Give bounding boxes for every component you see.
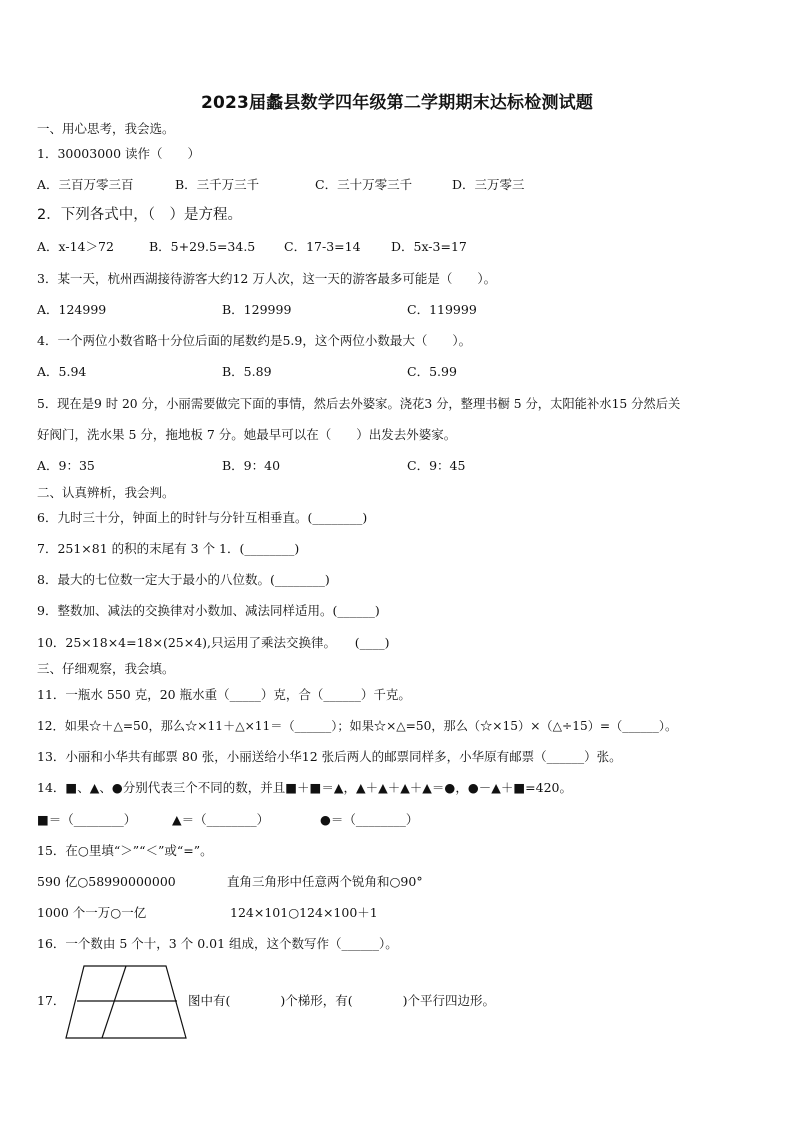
section-heading-1: 一、用心思考，我会选。 <box>37 121 175 136</box>
option-c: C．17-3=14 <box>284 239 361 254</box>
outer-trapezoid <box>66 966 186 1038</box>
question-11: 11．一瓶水 550 克，20 瓶水重（_____）克，合（______）千克。 <box>37 687 411 702</box>
option-b: B．5+29.5=34.5 <box>149 239 256 254</box>
question-4: 4．一个两位小数省略十分位后面的尾数约是5.9，这个两位小数最大（ ）。 <box>37 333 472 348</box>
question-16: 16．一个数由 5 个十，3 个 0.01 组成，这个数写作（______）。 <box>37 936 398 951</box>
question-12: 12．如果☆＋△=50，那么☆×11＋△×11＝（______）；如果☆×△=50，那么（☆×15）×（△÷15）=（______）。 <box>37 719 678 733</box>
compare-item: 590 亿○58990000000 <box>37 874 176 889</box>
question-13: 13．小丽和小华共有邮票 80 张，小丽送给小华12 张后两人的邮票同样多，小华原有邮票（______）张。 <box>37 749 622 764</box>
option-a: A．三百万零三百 <box>37 177 134 192</box>
circle-answer: ●＝（________） <box>320 812 419 827</box>
compare-item: 124×101○124×100＋1 <box>230 905 378 920</box>
question-2: 2．下列各式中，（ ）是方程。 <box>37 207 242 223</box>
question-14: 14．■、▲、●分别代表三个不同的数，并且■＋■＝▲，▲＋▲＋▲＋▲＝●，●－▲＋■=420。 <box>37 780 572 795</box>
option-b: B．5.89 <box>222 364 272 379</box>
option-c: C．三十万零三千 <box>315 177 413 192</box>
question-3: 3．某一天，杭州西湖接待游客大约12 万人次，这一天的游客最多可能是（ ）。 <box>37 271 497 286</box>
page-title: 2023届蠡县数学四年级第二学期期末达标检测试题 <box>200 93 594 113</box>
option-b: B．9：40 <box>222 458 281 473</box>
section-heading-3: 三、仔细观察，我会填。 <box>37 661 175 676</box>
compare-item: 直角三角形中任意两个锐角和○90° <box>227 874 423 889</box>
option-c: C．9：45 <box>407 458 466 473</box>
question-7: 7．251×81 的积的末尾有 3 个 1．(________) <box>37 541 300 556</box>
triangle-answer: ▲＝（________） <box>172 812 270 827</box>
question-5-line-2: 好阀门，洗水果 5 分，拖地板 7 分。她最早可以在（ ）出发去外婆家。 <box>37 427 457 442</box>
question-9: 9．整数加、减法的交换律对小数加、减法同样适用。(______) <box>37 603 380 618</box>
option-a: A．5.94 <box>37 364 87 379</box>
question-17-number: 17． <box>37 993 66 1008</box>
diagonal-line <box>102 966 126 1038</box>
compare-item: 1000 个一万○一亿 <box>37 905 147 920</box>
option-a: A．124999 <box>37 302 107 317</box>
question-15: 15．在○里填“＞”“＜”或“=”。 <box>37 843 213 858</box>
question-8: 8．最大的七位数一定大于最小的八位数。(________) <box>37 572 330 587</box>
section-heading-2: 二、认真辨析，我会判。 <box>37 485 175 500</box>
option-b: B．129999 <box>222 302 292 317</box>
question-10: 10．25×18×4=18×(25×4),只运用了乘法交换律。 (____) <box>37 635 390 650</box>
option-c: C．119999 <box>407 302 477 317</box>
option-c: C．5.99 <box>407 364 457 379</box>
trapezoid-figure <box>64 964 188 1040</box>
question-6: 6．九时三十分，钟面上的时针与分针互相垂直。(________) <box>37 510 368 525</box>
square-answer: ■＝（________） <box>37 812 137 827</box>
option-b: B．三千万三千 <box>175 177 260 192</box>
question-17-text: 图中有( )个梯形，有( )个平行四边形。 <box>188 993 496 1008</box>
option-d: D．三万零三 <box>452 177 525 192</box>
option-a: A．9：35 <box>37 458 95 473</box>
question-1: 1．30003000 读作（ ） <box>37 146 201 161</box>
option-d: D．5x-3=17 <box>391 239 467 254</box>
option-a: A．x-14＞72 <box>37 239 114 254</box>
question-5-line-1: 5．现在是9 时 20 分，小丽需要做完下面的事情，然后去外婆家。浇花3 分，整理书橱 5 分，太阳能补水15 分然后关 <box>37 397 681 411</box>
